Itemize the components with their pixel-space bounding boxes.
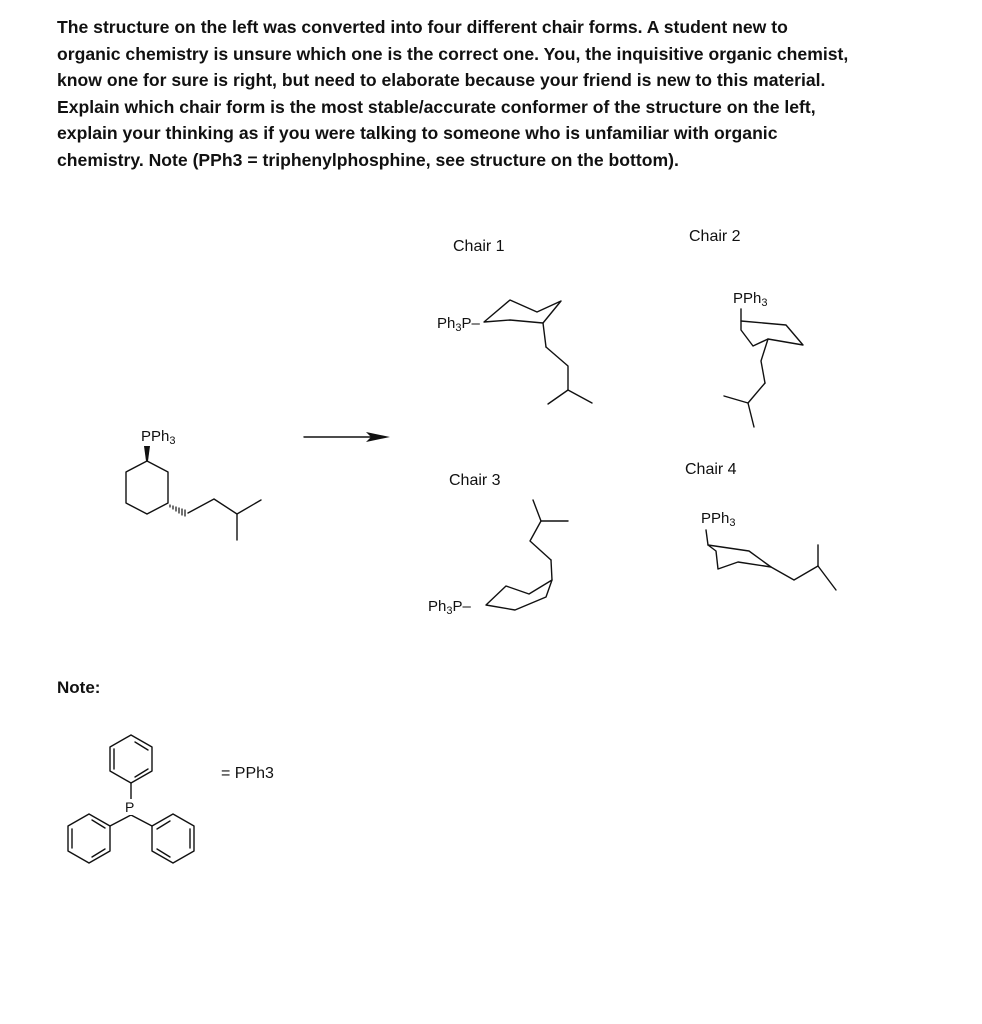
chair-ring (486, 580, 552, 610)
question-line: explain your thinking as if you were talking to someone who is unfamiliar with organic (57, 123, 778, 144)
chair-3-ph3p-label: $Ph_3P-$ (428, 598, 471, 617)
isobutyl-chain (188, 499, 237, 540)
chair-3-label: Chair 3 (449, 472, 501, 489)
question-line: chemistry. Note (PPh3 = triphenylphosphine, see structure on the bottom). (57, 149, 679, 170)
phosphorus-atom-label: P (125, 799, 135, 815)
isobutyl-branch (237, 500, 261, 514)
chair-4-structure (706, 530, 836, 590)
chair-4-pph3-label: PPh$_3$ (701, 510, 736, 529)
cyclohexane-ring (126, 461, 168, 514)
benzene-ring-top (110, 735, 152, 783)
chair-1-structure (484, 300, 592, 404)
chair-2-label: Chair 2 (689, 228, 741, 245)
question-line: know one for sure is right, but need to elaborate because your friend is new to this material. (57, 70, 826, 91)
benzene-ring-right (152, 814, 194, 863)
starting-material-structure (126, 446, 261, 540)
starting-material-pph3-label: PPh$_3$ (141, 428, 176, 447)
benzene-ring-left (68, 814, 110, 863)
chair-ring (708, 545, 771, 569)
question-line: organic chemistry is unsure which one is the correct one. You, the inquisitive organic chemist, (57, 43, 849, 64)
chair-ring (484, 300, 561, 323)
wedge-bond (144, 446, 150, 461)
chair-1-ph3p-label: $Ph_3P-$ (437, 315, 480, 334)
chair-3-structure (486, 500, 568, 610)
reaction-arrow (304, 432, 390, 442)
question-line: Explain which chair form is the most stable/accurate conformer of the structure on the left, (57, 96, 816, 117)
question-line: The structure on the left was converted into four different chair forms. A student new to (57, 17, 788, 37)
chair-4-label: Chair 4 (685, 461, 737, 478)
chair-1-label: Chair 1 (453, 238, 505, 255)
chair-2-structure (724, 309, 803, 427)
hashed-bond (170, 505, 185, 516)
chair-2-pph3-label: PPh$_3$ (733, 290, 768, 309)
note-heading: Note: (57, 678, 101, 697)
pph3-equals-label: = PPh3 (221, 765, 274, 782)
chair-ring (741, 321, 803, 346)
